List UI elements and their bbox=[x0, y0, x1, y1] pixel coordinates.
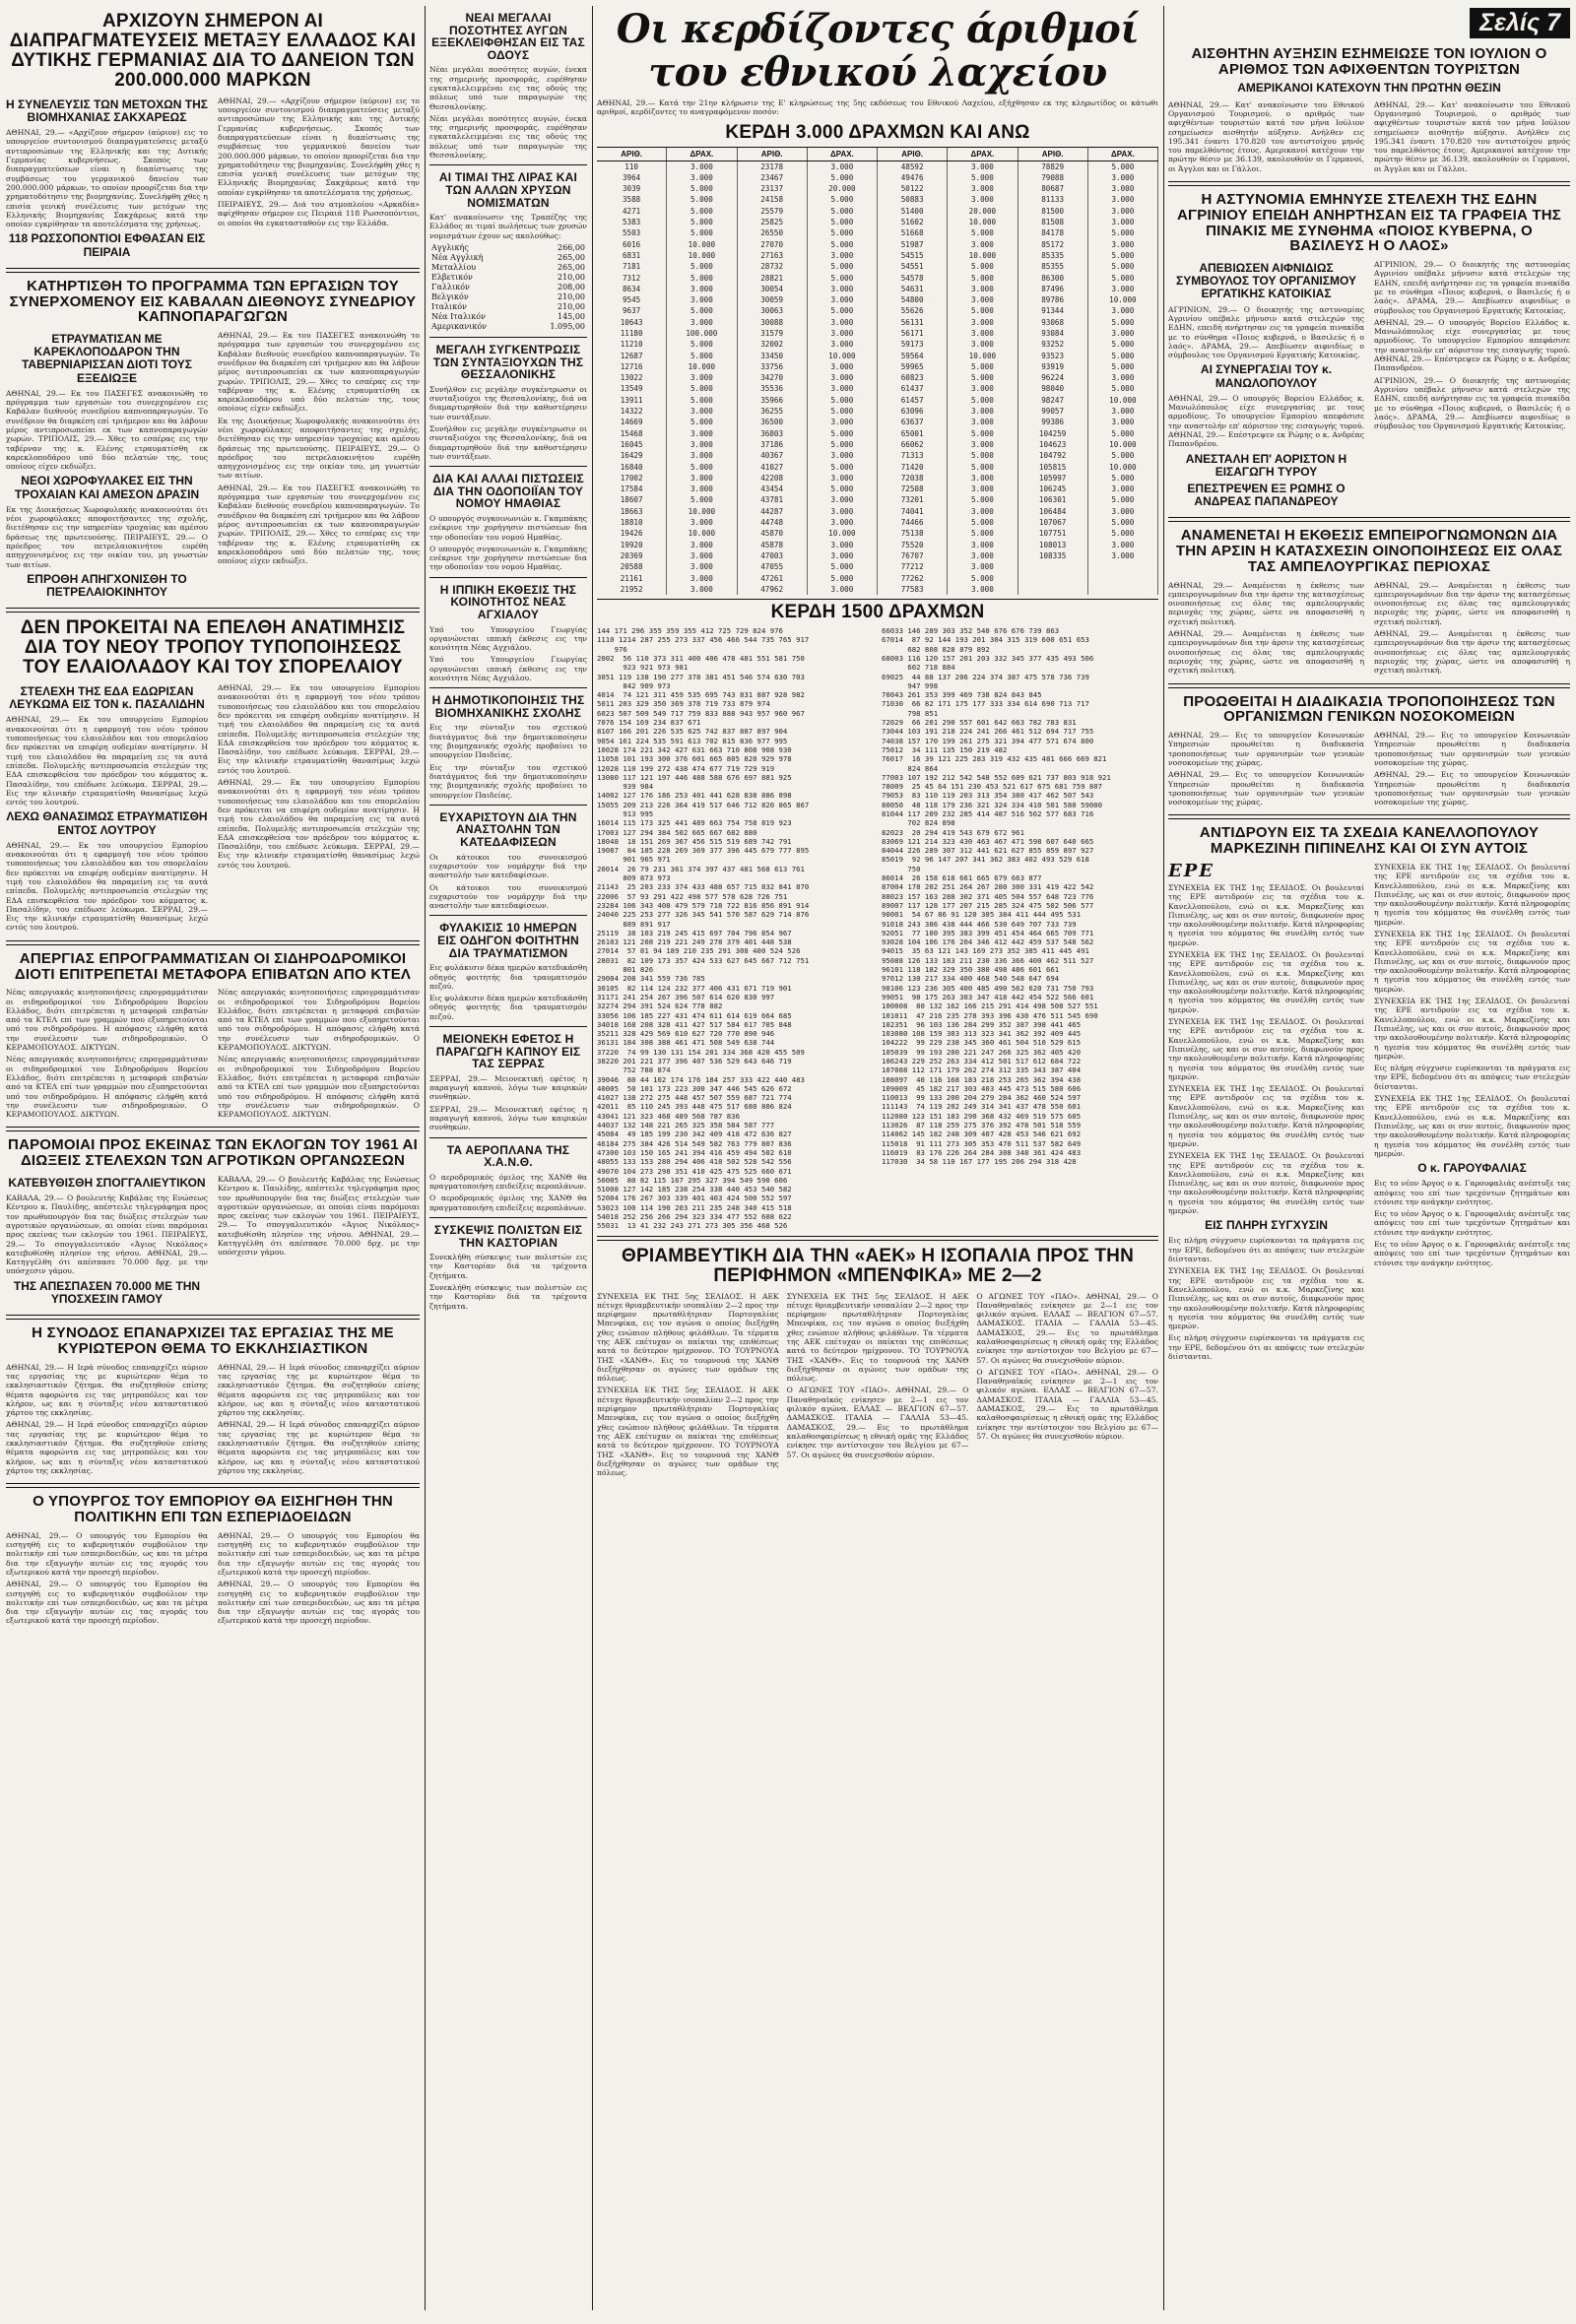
lottery-intro: ΑΘΗΝΑΙ, 29.— Κατά την 21ην κλήρωσιν της Ε' κληρώσεως της 5ης εκδόσεως του Εθνικού Λαχείου, εξήχθησαν εκ της κληρωτίδος οι κάτωθι αριθμοί, κερδίζοντες το αναγραφόμενον ποσόν: bbox=[597, 98, 1158, 117]
coin-price: 265,00 bbox=[558, 263, 585, 273]
lottery-column-header: ΔΡΑΧ. bbox=[1088, 148, 1158, 161]
article-text: Εις το νέον Άργος ο κ. Γαρουφαλιάς ανέπτυξε τας απόψεις του επί των τρεχόντων ζητημάτων και ετόνισε την ανάγκην ενότητος. bbox=[1374, 1240, 1570, 1267]
article-text: Ο υπουργός συγκοινωνιών κ. Γκαμπάκης ενέκρινε την χορήγησιν πιστώσεων δια την οδοποιΐαν του νομού Ημαθίας. bbox=[429, 513, 587, 542]
lottery-column-header: ΔΡΑΧ. bbox=[808, 148, 878, 161]
article-text: ΣΥΝΕΧΕΙΑ ΕΚ ΤΗΣ 5ης ΣΕΛΙΔΟΣ. Η ΑΕΚ πέτυχε θριαμβευτικήν ισοπαλίαν 2—2 προς την περίφημον πρωταθλήτριαν Πορτογαλίας Μπενφίκα, εις τον αγώνα ο οποίος διεξήχθη χθες ενώπιον πλήθους φιλάθλων. Τα τέρματα της ΑΕΚ επέτυχαν οι παίκται της επιθέσεως κατά το δεύτερον ημίχρονον. ΤΟ ΤΟΥΡΝΟΥΑ ΤΗΣ «ΧΑΝΘ». Εις το τουρνουά της ΧΑΝΘ διεξήχθησαν οι αγώνες των ομάδων της πόλεως. bbox=[786, 1291, 969, 1384]
article-text: ΣΥΝΕΧΕΙΑ ΕΚ ΤΗΣ 1ης ΣΕΛΙΔΟΣ. Οι βουλευταί της ΕΡΕ αντιδρούν εις τα σχέδια του κ. Κανελλοπούλου, ενώ οι κ.κ. Μαρκεζίνης και Πιπινέλης, ως και οι συν αυτοίς, διαφωνούν προς την ακολουθουμένην πολιτικήν. Κατά πληροφορίας η ηγεσία του κόμματος θα συνέλθη εντός των ημερών. bbox=[1168, 1151, 1364, 1215]
column-left bbox=[6, 6, 420, 1629]
article-text: ΑΘΗΝΑΙ, 29.— Εκ του υπουργείου Εμπορίου ανακοινούται ότι η εφαρμογή του νέου τρόπου τυποποιήσεως του ελαιολάδου και του σπορελαίου δεν πρόκειται να επιφέρη ουδεμίαν ανατίμησιν. Η τιμή του ελαιολάδου θα παραμείνη εις τα αυτά επίπεδα. Πολυμελής αντιπροσωπεία στελεχών της ΕΔΑ επισκεφθείσα τον πρόεδρον του κόμματος κ. Πασαλίδην, του επέδωσε λεύκωμα. ΣΕΡΡΑΙ, 29.— Εις την κλινικήν ετραυματίσθη θανασίμως λεχώ εντός του λουτρού. bbox=[6, 715, 208, 807]
coin-row bbox=[429, 243, 587, 253]
article-text: Οι κάτοικοι του συνοικισμού ευχαριστούν τον νομάρχην διά την αναστολήν των κατεδαφίσεων. bbox=[429, 882, 587, 911]
divider bbox=[429, 577, 587, 578]
headline: Η ΑΣΤΥΝΟΜΙΑ ΕΜΗΝΥΣΕ ΣΤΕΛΕΧΗ ΤΗΣ ΕΔΗΝ ΑΓΡΙΝΙΟΥ ΕΠΕΙΔΗ ΑΝΗΡΤΗΣΑΝ ΕΙΣ ΤΑ ΓΡΑΦΕΙΑ ΤΗΣ ΠΙΝΑΚΙΣ ΜΕ ΣΥΝΘΗΜΑ «ΠΟΙΟΣ ΚΥΒΕΡΝΑ, Ο ΒΑΣΙΛΕΥΣ Η Ο ΛΑΟΣ» bbox=[1176, 191, 1562, 255]
article-text: ΑΘΗΝΑΙ, 29.— Κατ' ανακοίνωσιν του Εθνικού Οργανισμού Τουρισμού, ο αριθμός των αφιχθέντων τουριστών κατά τον μήνα Ιούλιον εσημείωσεν αισθητήν αύξησιν. Ανήλθεν εις 195.341 έναντι 170.820 του αντιστοίχου μηνός του παρελθόντος έτους. Αμερικανοί κατέχουν την πρώτην θέσιν με 36.139, ακολουθούν οι Γερμανοί, οι Άγγλοι και οι Γάλλοι. bbox=[1168, 99, 1364, 173]
headline: ΣΥΣΚΕΨΙΣ ΠΟΛΙΣΤΩΝ ΕΙΣ ΤΗΝ ΚΑΣΤΟΡΙΑΝ bbox=[433, 1222, 583, 1250]
article-text: Κατ' ανακοίνωσιν της Τραπέζης της Ελλάδος αι τιμαί πωλήσεως των χρυσών νομισμάτων έχουν ως ακολούθως: bbox=[429, 213, 587, 240]
column-rule bbox=[425, 6, 426, 2310]
article-text: Νέας απεργιακάς κινητοποιήσεις επρογραμμάτισαν οι σιδηροδρομικοί του Σιδηροδρόμου Βορείου Ελλάδος, διότι επιτρέπεται η μεταφορά επιβατών από τα ΚΤΕΛ επί των γραμμών που εξυπηρετούνται υπό του σιδηροδρόμου. Η απόφασις ελήφθη κατά την συνέλευσιν των σιδηροδρομικών. Ο ΚΕΡΑΜΟΠΟΥΛΟΣ. ΔΙΚΤΥΩΝ. bbox=[6, 1055, 208, 1120]
page-number-badge: Σελίς 7 bbox=[1470, 8, 1570, 38]
article-text: Οι κάτοικοι του συνοικισμού ευχαριστούν τον νομάρχην διά την αναστολήν των κατεδαφίσεων. bbox=[429, 852, 587, 880]
column-narrow bbox=[429, 6, 587, 1314]
lottery-column-header: ΔΡΑΧ. bbox=[667, 148, 737, 161]
subheadline: ΤΗΣ ΑΠΕΣΠΑΣΕΝ 70.000 ΜΕ ΤΗΝ ΥΠΟΣΧΕΣΙΝ ΓΑΜΟΥ bbox=[13, 1278, 201, 1306]
coin-price: 208,00 bbox=[558, 283, 585, 292]
coin-price: 1.095,00 bbox=[550, 322, 585, 332]
article-text: ΑΘΗΝΑΙ, 29.— Εις το υπουργείον Κοινωνικών Υπηρεσιών προωθείται η διαδικασία τροποποιήσεως των οργανισμών των γενικών νοσοκομείων της χώρας. bbox=[1374, 731, 1570, 767]
article-text: Υπό του Υπουργείου Γεωργίας οργανώνεται ιππική έκθεσις εις την κοινότητα Νέας Αγχιάλου. bbox=[429, 655, 587, 682]
article-text: ΑΘΗΝΑΙ, 29.— Ο υπουργός Βορείου Ελλάδος κ. Μανωλόπουλος είχε συνεργασίας με τους αρμοδίους. Το υπουργείον Εμπορίου απεφάσισε την αναστολήν επ' αόριστον της εισαγωγής τυρού. ΑΘΗΝΑΙ, 29.— Επέστρεψεν εκ Ρώμης ο κ. Ανδρέας Παπανδρέου. bbox=[1374, 317, 1570, 373]
column-rule bbox=[1163, 6, 1164, 2310]
article-text: Εις την σύνταξιν του σχετικού διατάγματος διά την δημοτικοποίησιν της βιομηχανικής σχολής προβαίνει το υπουργείον Παιδείας. bbox=[429, 762, 587, 800]
lottery-table-header bbox=[597, 147, 1158, 161]
lottery-banner: Οι κερδίζοντες άριθμοί του εθνικού λαχείου bbox=[616, 6, 1140, 96]
article-text: Νέας απεργιακάς κινητοποιήσεις επρογραμμάτισαν οι σιδηροδρομικοί του Σιδηροδρόμου Βορείου Ελλάδος, διότι επιτρέπεται η μεταφορά επιβατών από τα ΚΤΕΛ επί των γραμμών που εξυπηρετούνται υπό του σιδηροδρόμου. Η απόφασις ελήφθη κατά την συνέλευσιν των σιδηροδρομικών. Ο ΚΕΡΑΜΟΠΟΥΛΟΣ. ΔΙΚΤΥΩΝ. bbox=[218, 988, 420, 1053]
lottery-number-column: 78829 79088 80687 81133 81500 81508 84178 85172 85335 85355 86300 87496 89786 91344 93068 93084 93252 93523 93919 96224 98040 98247 99057 99386 104259 104623 104792 105815 105997 106245 106301 106484 107067 107751 108013 108335 bbox=[1018, 161, 1088, 596]
headline: ΜΕΓΑΛΗ ΣΥΓΚΕΝΤΡΩΣΙΣ ΤΩΝ ΣΥΝΤΑΞΙΟΥΧΩΝ ΤΗΣ ΘΕΣΣΑΛΟΝΙΚΗΣ bbox=[432, 343, 584, 382]
article-text: ΑΘΗΝΑΙ, 29.— Η Ιερά σύνοδος επαναρχίζει αύριον τας εργασίας της με κυριώτερον θέμα το εκκλησιαστικόν ζήτημα. Θα συζητηθούν επίσης θέματα αφορώντα εις τας μητροπόλεις και τον κλήρον, ως και η σύνταξις νέου καταστατικού χάρτου της εκκλησίας. bbox=[6, 1362, 208, 1418]
coin-name: Γαλλικόν bbox=[431, 283, 470, 292]
divider bbox=[429, 1137, 587, 1138]
headline: ΘΡΙΑΜΒΕΥΤΙΚΗ ΔΙΑ ΤΗΝ «ΑΕΚ» Η ΙΣΟΠΑΛΙΑ ΠΡΟΣ ΤΗΝ ΠΕΡΙΦΗΜΟΝ «ΜΠΕΝΦΙΚΑ» ΜΕ 2—2 bbox=[622, 1245, 1134, 1286]
headline: ΑΡΧΙΖΟΥΝ ΣΗΜΕΡΟΝ ΑΙ ΔΙΑΠΡΑΓΜΑΤΕΥΣΕΙΣ ΜΕΤΑΞΥ ΕΛΛΑΔΟΣ ΚΑΙ ΔΥΤΙΚΗΣ ΓΕΡΜΑΝΙΑΣ ΔΙΑ ΤΟ ΔΑΝΕΙΟΝ ΤΩΝ 200.000.000 ΜΑΡΚΩΝ bbox=[9, 11, 417, 91]
divider bbox=[429, 466, 587, 467]
article-text: ΑΘΗΝΑΙ, 29.— Εκ του ΠΑΣΕΓΕΣ ανακοινώθη το πρόγραμμα των εργασιών του συνερχομένου εις Καβάλαν διεθνούς συνεδρίου καπνοπαραγωγών. Το συνέδριον θα διαρκέση επί τριήμερον και θα λάβουν μέρος αντιπροσωπείαι εκ των καπνοπαραγωγών χωρών. ΤΡΙΠΟΛΙΣ, 29.— Χθες το εσπέρας εις την ταβέρναν της κ. Ελένης ετραυματίσθη εκ καρεκλοποδάρου υπό δύο πελατών της, τους οποίους είχεν εκδιώξει. bbox=[218, 483, 420, 566]
article-text: ΑΘΗΝΑΙ, 29.— «Αρχίζουν σήμερον (αύριον) εις το υπουργείον συντονισμού διαπραγματεύσεις μεταξύ αντιπροσώπων της Ελληνικής και της Δυτικής Γερμανίας κυβερνήσεως. Σκοπός των διαπραγματεύσεων είναι η διαπίστωσις της συμβάσεως του γερμανικού δανείου των 200.000.000 μάρκων, το οποίον προορίζεται δια την χρηματοδότησιν της βιομηχανίας. Συνελήφθη χθες η επισία γενική συνέλευσις των μετόχων της Ελληνικής Βιομηχανίας Σακχάρεως κατά την οποίαν εγκρίθησαν τα αποτελέσματα της χρήσεως. bbox=[6, 128, 208, 229]
coin-row bbox=[429, 283, 587, 292]
article-text: ΠΕΙΡΑΙΕΥΣ, 29.— Διά του ατμοπλοίου «Αρκαδία» αφίχθησαν σήμερον εις Πειραιά 118 Ρωσσοπόντιοι, οι οποίοι θα εγκατασταθούν εις την Ελλάδα. bbox=[218, 200, 420, 227]
headline: Η ΔΗΜΟΤΙΚΟΠΟΙΗΣΙΣ ΤΗΣ ΒΙΟΜΗΧΑΝΙΚΗΣ ΣΧΟΛΗΣ bbox=[431, 693, 585, 720]
article-text: Εις την σύνταξιν του σχετικού διατάγματος διά την δημοτικοποίησιν της βιομηχανικής σχολής προβαίνει το υπουργείον Παιδείας. bbox=[429, 723, 587, 760]
headline: Η ΣΥΝΟΔΟΣ ΕΠΑΝΑΡΧΙΖΕΙ ΤΑΣ ΕΡΓΑΣΙΑΣ ΤΗΣ ΜΕ ΚΥΡΙΩΤΕΡΟΝ ΘΕΜΑ ΤΟ ΕΚΚΛΗΣΙΑΣΤΙΚΟΝ bbox=[32, 1324, 394, 1357]
coin-name: Βελγικόν bbox=[431, 292, 469, 302]
subheadline: Ο κ. ΓΑΡΟΥΦΑΛΙΑΣ bbox=[1417, 1161, 1527, 1176]
article-text: ΣΥΝΕΧΕΙΑ ΕΚ ΤΗΣ 1ης ΣΕΛΙΔΟΣ. Οι βουλευταί της ΕΡΕ αντιδρούν εις τα σχέδια του κ. Κανελλοπούλου, ενώ οι κ.κ. Μαρκεζίνης και Πιπινέλης, ως και οι συν αυτοίς, διαφωνούν προς την ακολουθουμένην πολιτικήν. Κατά πληροφορίας η ηγεσία του κόμματος θα συνέλθη εντός των ημερών. bbox=[1168, 1017, 1364, 1081]
coin-name: Νέα Αγγλική bbox=[431, 253, 484, 263]
divider bbox=[429, 337, 587, 338]
article-text: Ο υπουργός συγκοινωνιών κ. Γκαμπάκης ενέκρινε την χορήγησιν πιστώσεων δια την οδοποιΐαν του νομού Ημαθίας. bbox=[429, 544, 587, 572]
article-text: ΣΥΝΕΧΕΙΑ ΕΚ ΤΗΣ 1ης ΣΕΛΙΔΟΣ. Οι βουλευταί της ΕΡΕ αντιδρούν εις τα σχέδια του κ. Κανελλοπούλου, ενώ οι κ.κ. Μαρκεζίνης και Πιπινέλης, ως και οι συν αυτοίς, διαφωνούν προς την ακολουθουμένην πολιτικήν. Κατά πληροφορίας η ηγεσία του κόμματος θα συνέλθη εντός των ημερών. bbox=[1168, 1084, 1364, 1148]
headline: ΤΑ ΑΕΡΟΠΛΑΝΑ ΤΗΣ Χ.Α.Ν.Θ. bbox=[446, 1142, 570, 1170]
lottery-column-header: ΑΡΙΘ. bbox=[1018, 148, 1088, 161]
article-text: ΑΘΗΝΑΙ, 29.— «Αρχίζουν σήμερον (αύριον) εις το υπουργείον συντονισμού διαπραγματεύσεις μεταξύ αντιπροσώπων της Ελληνικής και της Δυτικής Γερμανίας κυβερνήσεως. Σκοπός των διαπραγματεύσεων είναι η διαπίστωσις της συμβάσεως του γερμανικού δανείου των 200.000.000 μάρκων, το οποίον προορίζεται δια την χρηματοδότησιν της βιομηχανίας. Συνελήφθη χθες η επισία γενική συνέλευσις των μετόχων της Ελληνικής Βιομηχανίας Σακχάρεως κατά την οποίαν εγκρίθησαν τα αποτελέσματα της χρήσεως. bbox=[218, 96, 420, 197]
coin-name: Μεταλλίου bbox=[431, 263, 477, 273]
article-text: Νέαι μεγάλαι ποσότητες αυγών, ένεκα της σημερινής προσφοράς, ευρέθησαν εγκαταλελειμμέναι εις τας οδούς της πόλεως υπό των παραγωγών της Θεσσαλονίκης. bbox=[429, 65, 587, 111]
article-text: Νέαι μεγάλαι ποσότητες αυγών, ένεκα της σημερινής προσφοράς, ευρέθησαν εγκαταλελειμμέναι εις τας οδούς της πόλεως υπό των παραγωγών της Θεσσαλονίκης. bbox=[429, 113, 587, 161]
subheadline: Η ΣΥΝΕΛΕΥΣΙΣ ΤΩΝ ΜΕΤΟΧΩΝ ΤΗΣ ΒΙΟΜΗΧΑΝΙΑΣ ΣΑΚΧΑΡΕΩΣ bbox=[6, 97, 208, 124]
article-text: ΣΥΝΕΧΕΙΑ ΕΚ ΤΗΣ 1ης ΣΕΛΙΔΟΣ. Οι βουλευταί της ΕΡΕ αντιδρούν εις τα σχέδια του κ. Κανελλοπούλου, ενώ οι κ.κ. Μαρκεζίνης και Πιπινέλης, ως και οι συν αυτοίς, διαφωνούν προς την ακολουθουμένην πολιτικήν. Κατά πληροφορίας η ηγεσία του κόμματος θα συνέλθη εντός των ημερών. bbox=[1168, 1266, 1364, 1331]
subheadline: ΛΕΧΩ ΘΑΝΑΣΙΜΩΣ ΕΤΡΑΥΜΑΤΙΣΘΗ ΕΝΤΟΣ ΛΟΥΤΡΟΥ bbox=[6, 809, 208, 837]
headline: ΠΑΡΟΜΟΙΑΙ ΠΡΟΣ ΕΚΕΙΝΑΣ ΤΩΝ ΕΚΛΟΓΩΝ ΤΟΥ 1961 ΑΙ ΔΙΩΞΕΙΣ ΣΤΕΛΕΧΩΝ ΤΩΝ ΑΓΡΟΤΙΚΩΝ ΟΡΓΑΝΩΣΕΩΝ bbox=[8, 1136, 418, 1170]
subheadline: ΕΙΣ ΠΛΗΡΗ ΣΥΓΧΥΣΙΝ bbox=[1205, 1218, 1328, 1233]
divider bbox=[1168, 181, 1570, 186]
headline: ΠΡΟΩΘΕΙΤΑΙ Η ΔΙΑΔΙΚΑΣΙΑ ΤΡΟΠΟΠΟΙΗΣΕΩΣ ΤΩΝ ΟΡΓΑΝΙΣΜΩΝ ΓΕΝΙΚΩΝ ΝΟΣΟΚΟΜΕΙΩΝ bbox=[1183, 692, 1555, 726]
article-text: ΑΘΗΝΑΙ, 29.— Κατ' ανακοίνωσιν του Εθνικού Οργανισμού Τουρισμού, ο αριθμός των αφιχθέντων τουριστών κατά τον μήνα Ιούλιον εσημείωσεν αισθητήν αύξησιν. Ανήλθεν εις 195.341 έναντι 170.820 του αντιστοίχου μηνός του παρελθόντος έτους. Αμερικανοί κατέχουν την πρώτην θέσιν με 36.139, ακολουθούν οι Γερμανοί, οι Άγγλοι και οι Γάλλοι. bbox=[1374, 99, 1570, 173]
headline: ΑΝΑΜΕΝΕΤΑΙ Η ΕΚΘΕΣΙΣ ΕΜΠΕΙΡΟΓΝΩΜΟΝΩΝ ΔΙΑ ΤΗΝ ΑΡΣΙΝ Η ΚΑΤΑΣΧΕΣΙΝ ΟΙΝΟΠΟΙΗΣΕΩΣ ΕΙΣ ΟΛΑΣ ΤΑΣ ΑΜΠΕΛΟΥΡΓΙΚΑΣ ΠΕΡΙΟΧΑΣ bbox=[1175, 527, 1563, 575]
article-text: Συνήλθον εις μεγάλην συγκέντρωσιν οι συνταξιούχοι της Θεσσαλονίκης, διά να διαμαρτυρηθούν διά την καθυστέρησιν των συντάξεων. bbox=[429, 423, 587, 461]
lottery-heading: ΚΕΡΔΗ 1500 ΔΡΑΧΜΩΝ bbox=[597, 599, 1158, 622]
article-text: ΣΥΝΕΧΕΙΑ ΕΚ ΤΗΣ 1ης ΣΕΛΙΔΟΣ. Οι βουλευταί της ΕΡΕ αντιδρούν εις τα σχέδια του κ. Κανελλοπούλου, ενώ οι κ.κ. Μαρκεζίνης και Πιπινέλης, ως και οι συν αυτοίς, διαφωνούν προς την ακολουθουμένην πολιτικήν. Κατά πληροφορίας η ηγεσία του κόμματος θα συνέλθη εντός των ημερών. bbox=[1374, 1094, 1570, 1158]
divider bbox=[6, 268, 420, 273]
lottery-amount-column: 3.000 5.000 20.000 5.000 5.000 5.000 5.000 5.000 3.000 5.000 5.000 3.000 3.000 5.000 3.000 3.000 3.000 10.000 3.000 3.000 3.000 5.000 5.000 3.000 5.000 5.000 3.000 5.000 3.000 5.000 3.000 3.000 3.000 10.000 3.000 3.000 5.000 5.000 3.000 bbox=[808, 161, 878, 596]
subheadline: ΑΙ ΣΥΝΕΡΓΑΣΙΑΙ ΤΟΥ κ. ΜΑΝΩΛΟΠΟΥΛΟΥ bbox=[1200, 362, 1333, 390]
article-text: ΣΥΝΕΧΕΙΑ ΕΚ ΤΗΣ 1ης ΣΕΛΙΔΟΣ. Οι βουλευταί της ΕΡΕ αντιδρούν εις τα σχέδια του κ. Κανελλοπούλου, ενώ οι κ.κ. Μαρκεζίνης και Πιπινέλης, ως και οι συν αυτοίς, διαφωνούν προς την ακολουθουμένην πολιτικήν. Κατά πληροφορίας η ηγεσία του κόμματος θα συνέλθη εντός των ημερών. bbox=[1168, 882, 1364, 947]
headline: ΑΙΣΘΗΤΗΝ ΑΥΞΗΣΙΝ ΕΣΗΜΕΙΩΣΕ ΤΟΝ ΙΟΥΛΙΟΝ Ο ΑΡΙΘΜΟΣ ΤΩΝ ΑΦΙΧΘΕΝΤΩΝ ΤΟΥΡΙΣΤΩΝ bbox=[1191, 45, 1547, 78]
subheadline: ΕΤΡΑΥΜΑΤΙΣΑΝ ΜΕ ΚΑΡΕΚΛΟΠΟΔΑΡΟΝ ΤΗΝ ΤΑΒΕΡΝΙΑΡΙΣΣΑΝ ΔΙΟΤΙ ΤΟΥΣ ΕΞΕΔΙΩΞΕ bbox=[21, 332, 192, 385]
subheadline: ΕΠΡΟΘΗ ΑΠΗΓΧΟΝΙΣΘΗ ΤΟ ΠΕΤΡΕΛΑΙΟΚΙΝΗΤΟΥ bbox=[27, 571, 187, 600]
subheadline: ΚΑΤΕΒΥΘΙΣΘΗ ΣΠΟΓΓΑΛΙΕΥΤΙΚΟΝ bbox=[8, 1175, 206, 1190]
party-logo: ΕΡΕ bbox=[1168, 860, 1215, 881]
article-text: ΑΘΗΝΑΙ, 29.— Αναμένεται η έκθεσις των εμπειρογνωμόνων δια την άρσιν της κατασχέσεως οινοποιήσεως εις όλας τας αμπελουργικάς περιοχάς της χώρας, ώστε να αποφασισθή η σχετική πολιτική. bbox=[1374, 629, 1570, 676]
article-text: ΑΘΗΝΑΙ, 29.— Εκ του ΠΑΣΕΓΕΣ ανακοινώθη το πρόγραμμα των εργασιών του συνερχομένου εις Καβάλαν διεθνούς συνεδρίου καπνοπαραγωγών. Το συνέδριον θα διαρκέση επί τριήμερον και θα λάβουν μέρος αντιπροσωπείαι εκ των καπνοπαραγωγών χωρών. ΤΡΙΠΟΛΙΣ, 29.— Χθες το εσπέρας εις την ταβέρναν της κ. Ελένης ετραυματίσθη εκ καρεκλοποδάρου υπό δύο πελατών της, τους οποίους είχεν εκδιώξει. bbox=[6, 388, 208, 472]
article-text: ΑΘΗΝΑΙ, 29.— Ο υπουργός του Εμπορίου θα εισηγηθή εις το κυβερνητικόν συμβούλιον την πολιτικήν επί των εσπεριδοειδών, ως και τα μέτρα δια την εξαγωγήν αυτών εις τας αγοράς του εξωτερικού κατά την προσεχή περίοδον. bbox=[6, 1580, 208, 1626]
headline: ΜΕΙΟΝΕΚΗ ΕΦΕΤΟΣ Η ΠΑΡΑΓΩΓΗ ΚΑΠΝΟΥ ΕΙΣ ΤΑΣ ΣΕΡΡΑΣ bbox=[435, 1031, 581, 1071]
article-text: ΑΘΗΝΑΙ, 29.— Ο υπουργός του Εμπορίου θα εισηγηθή εις το κυβερνητικόν συμβούλιον την πολιτικήν επί των εσπεριδοειδών, ως και τα μέτρα δια την εξαγωγήν αυτών εις τας αγοράς του εξωτερικού κατά την προσεχή περίοδον. bbox=[218, 1530, 420, 1577]
number-list: 144 171 296 355 359 355 412 725 729 824 976 1110 1214 287 255 273 337 456 466 544 735 765 917 976 2002 56 110 373 311 400 406 478 481 551 581 750 923 921 973 981 3051 119 138 190 277 378 381 451 546 574 630 703 842 909 973 4014 74 121 311 459 535 695 743 831 887 928 982 5011 203 329 350 369 378 719 733 879 974 6023 507 509 549 717 759 833 888 943 957 960 967 7076 154 169 234 837 671 8107 166 201 226 535 625 742 837 887 897 904 9054 161 224 535 591 613 702 815 836 977 995 10028 174 221 342 427 631 663 710 808 908 930 11058 101 193 300 376 601 665 805 820 929 978 12028 110 199 272 438 474 677 719 729 919 13080 117 121 197 446 488 588 676 697 881 925 939 984 14002 127 176 186 253 401 441 628 838 886 898 15055 209 213 226 364 419 517 646 712 820 865 867 913 995 16014 115 173 325 441 489 663 754 758 819 923 17003 127 294 384 502 665 667 682 880 18048 18 151 269 367 456 515 519 689 742 791 19087 84 185 228 269 369 377 396 445 679 777 895 901 965 971 20014 26 79 231 361 374 397 437 481 568 613 761 809 873 973 21143 25 203 233 374 433 488 657 715 832 841 870 22006 57 93 291 422 498 577 578 628 726 751 23284 106 343 408 479 579 718 722 816 856 891 914 24040 225 253 277 326 345 541 570 587 629 714 876 889 891 917 25119 38 103 219 245 415 697 704 796 854 967 26103 121 208 219 221 249 278 379 401 448 538 27014 57 81 94 189 210 235 291 308 400 524 526 28031 82 109 173 357 424 533 627 645 667 712 751 801 826 29004 208 341 559 736 785 30105 82 114 124 232 377 406 431 671 719 901 31171 241 254 267 396 507 614 620 830 997 32274 294 391 524 624 778 882 33056 106 185 227 431 474 611 614 619 664 685 34018 168 208 328 411 427 517 584 617 705 848 35211 328 429 569 610 627 720 770 890 946 36131 184 308 388 461 471 508 549 638 744 37220 74 99 130 131 154 201 334 368 420 455 509 38220 201 221 377 396 407 536 529 643 646 719 752 788 874 39046 80 44 102 174 176 184 257 333 422 440 483 40005 50 101 173 223 300 347 446 545 626 672 41027 138 272 275 448 457 507 559 687 721 774 42011 85 110 245 393 448 475 517 680 806 824 43041 121 323 468 489 568 787 836 44037 132 148 221 265 325 358 584 587 777 45084 49 185 199 230 342 409 418 472 636 827 46184 275 384 426 514 549 582 763 779 807 836 47300 103 150 165 241 394 416 459 494 502 610 48055 133 153 280 294 406 418 502 528 542 556 49070 104 273 298 351 410 425 475 525 660 671 50005 80 82 115 167 295 327 394 549 590 606 51008 127 142 185 238 254 338 440 453 540 582 52004 176 267 303 339 401 403 424 500 552 597 53023 100 114 190 203 211 235 248 340 415 518 54018 252 256 266 294 323 334 477 552 608 622 55031 13 41 232 243 271 273 305 356 468 526 bbox=[597, 626, 810, 1231]
article-text: Εις φυλάκισιν δέκα ημερών κατεδικάσθη οδηγός φοιτητής δια τραυματισμόν πεζού. bbox=[429, 963, 587, 991]
coin-row bbox=[429, 253, 587, 263]
headline: ΝΕΑΙ ΜΕΓΑΛΑΙ ΠΟΣΟΤΗΤΕΣ ΑΥΓΩΝ ΕΞΕΚΛΕΙΦΘΗΣΑΝ ΕΙΣ ΤΑΣ ΟΔΟΥΣ bbox=[431, 11, 585, 62]
article-text: ΣΕΡΡΑΙ, 29.— Μειονεκτική εφέτος η παραγωγή καπνού, λόγω των καιρικών συνθηκών. bbox=[429, 1104, 587, 1132]
divider bbox=[429, 1026, 587, 1027]
coin-row bbox=[429, 292, 587, 302]
headline: Η ΙΠΠΙΚΗ ΕΚΘΕΣΙΣ ΤΗΣ ΚΟΙΝΟΤΗΤΟΣ ΝΕΑΣ ΑΓΧΙΑΛΟΥ bbox=[439, 582, 577, 621]
coin-row bbox=[429, 263, 587, 273]
article-text: ΑΘΗΝΑΙ, 29.— Εκ του ΠΑΣΕΓΕΣ ανακοινώθη το πρόγραμμα των εργασιών του συνερχομένου εις Καβάλαν διεθνούς συνεδρίου καπνοπαραγωγών. Το συνέδριον θα διαρκέση επί τριήμερον και θα λάβουν μέρος αντιπροσωπείαι εκ των καπνοπαραγωγών χωρών. ΤΡΙΠΟΛΙΣ, 29.— Χθες το εσπέρας εις την ταβέρναν της κ. Ελένης ετραυματίσθη εκ καρεκλοποδάρου υπό δύο πελατών της, τους οποίους είχεν εκδιώξει. bbox=[218, 331, 420, 414]
divider bbox=[429, 1217, 587, 1218]
article-text: ΑΘΗΝΑΙ, 29.— Εκ του υπουργείου Εμπορίου ανακοινούται ότι η εφαρμογή του νέου τρόπου τυποποιήσεως του ελαιολάδου και του σπορελαίου δεν πρόκειται να επιφέρη ουδεμίαν ανατίμησιν. Η τιμή του ελαιολάδου θα παραμείνη εις τα αυτά επίπεδα. Πολυμελής αντιπροσωπεία στελεχών της ΕΔΑ επισκεφθείσα τον πρόεδρον του κόμματος κ. Πασαλίδην, του επέδωσε λεύκωμα. ΣΕΡΡΑΙ, 29.— Εις την κλινικήν ετραυματίσθη θανασίμως λεχώ εντός του λουτρού. bbox=[218, 683, 420, 775]
coin-price: 266,00 bbox=[558, 243, 585, 253]
divider bbox=[429, 687, 587, 688]
subheadline: ΕΠΕΣΤΡΕΨΕΝ ΕΞ ΡΩΜΗΣ Ο ΑΝΔΡΕΑΣ ΠΑΠΑΝΔΡΕΟΥ bbox=[1187, 481, 1346, 509]
divider bbox=[1168, 517, 1570, 522]
article-text: Εκ της Διοικήσεως Χωροφυλακής ανακοινούται ότι νέοι χωροφύλακες αποφοιτήσαντες της σχολής, διετέθησαν εις την υπηρεσίαν τροχαίας και αμέσου δράσεως της πρωτευούσης. ΠΕΙΡΑΙΕΥΣ, 29.— Ο πρόεδρος του πετρελαιοκινήτου ευρέθη απηγχονισμένος εις την οικίαν του, μη γνωστών των αιτίων. bbox=[218, 416, 420, 481]
coin-name: Αγγλικής bbox=[431, 243, 469, 253]
article-text: Νέας απεργιακάς κινητοποιήσεις επρογραμμάτισαν οι σιδηροδρομικοί του Σιδηροδρόμου Βορείου Ελλάδος, διότι επιτρέπεται η μεταφορά επιβατών από τα ΚΤΕΛ επί των γραμμών που εξυπηρετούνται υπό του σιδηροδρόμου. Η απόφασις ελήφθη κατά την συνέλευσιν των σιδηροδρομικών. Ο ΚΕΡΑΜΟΠΟΥΛΟΣ. ΔΙΚΤΥΩΝ. bbox=[218, 1055, 420, 1120]
article-text: Ο ΑΓΩΝΕΣ ΤΟΥ «ΠΑΟ». ΑΘΗΝΑΙ, 29.— Ο Παναθηναϊκός ενίκησεν με 2—1 εις τον φιλικόν αγώνα. ΕΛΛΑΣ — ΒΕΛΓΙΟΝ 67—57. ΔΑΜΑΣΚΟΣ. ΙΤΑΛΙΑ — ΓΑΛΛΙΑ 53—45. ΔΑΜΑΣΚΟΣ, 29.— Εις το πρωτάθλημα καλαθοσφαιρίσεως η εθνική ομάς της Ελλάδος ενίκησε την αντίστοιχον του Βελγίου με 67—57. Οι αγώνες θα συνεχισθούν αύριον. bbox=[976, 1291, 1159, 1365]
article-text: ΑΓΡΙΝΙΟΝ, 29.— Ο διοικητής της αστυνομίας Αγρινίου υπέβαλε μήνυσιν κατά στελεχών της ΕΔΗΝ, επειδή ανήρτησαν εις τα γραφεία πινακίδα με το σύνθημα «Ποιος κυβερνά, ο Βασιλεύς ή ο λαός». ΔΡΑΜΑ, 29.— Απεβίωσεν αιφνιδίως ο σύμβουλος του Οργανισμού Εργατικής Κατοικίας. bbox=[1374, 375, 1570, 431]
headline: ΚΑΤΗΡΤΙΣΘΗ ΤΟ ΠΡΟΓΡΑΜΜΑ ΤΩΝ ΕΡΓΑΣΙΩΝ ΤΟΥ ΣΥΝΕΡΧΟΜΕΝΟΥ ΕΙΣ ΚΑΒΑΛΑΝ ΔΙΕΘΝΟΥΣ ΣΥΝΕΔΡΙΟΥ ΚΑΠΝΟΠΑΡΑΓΩΓΩΝ bbox=[9, 277, 417, 326]
subheadline: ΑΝΕΣΤΑΛΗ ΕΠ' ΑΟΡΙΣΤΟΝ Η ΕΙΣΑΓΩΓΗ ΤΥΡΟΥ bbox=[1185, 451, 1347, 479]
article-text: Εις φυλάκισιν δέκα ημερών κατεδικάσθη οδηγός φοιτητής δια τραυματισμόν πεζού. bbox=[429, 994, 587, 1021]
article-text: ΑΘΗΝΑΙ, 29.— Αναμένεται η έκθεσις των εμπειρογνωμόνων δια την άρσιν της κατασχέσεως οινοποιήσεως εις όλας τας αμπελουργικάς περιοχάς της χώρας, ώστε να αποφασισθή η σχετική πολιτική. bbox=[1168, 629, 1364, 676]
divider bbox=[6, 1483, 420, 1488]
lottery-number-column: 48592 49476 50122 50883 51400 51602 51668 51987 54515 54551 54578 54631 54800 55626 56131 56171 59173 59564 59965 60823 61437 61457 63096 63637 65001 66062 71313 71420 72038 72508 73201 74041 74466 75138 75520 76707 77212 77262 77583 bbox=[878, 161, 948, 596]
article-text: ΑΘΗΝΑΙ, 29.— Εκ του υπουργείου Εμπορίου ανακοινούται ότι η εφαρμογή του νέου τρόπου τυποποιήσεως του ελαιολάδου και του σπορελαίου δεν πρόκειται να επιφέρη ουδεμίαν ανατίμησιν. Η τιμή του ελαιολάδου θα παραμείνη εις τα αυτά επίπεδα. Πολυμελής αντιπροσωπεία στελεχών της ΕΔΑ επισκεφθείσα τον πρόεδρον του κόμματος κ. Πασαλίδην, του επέδωσε λεύκωμα. ΣΕΡΡΑΙ, 29.— Εις την κλινικήν ετραυματίσθη θανασίμως λεχώ εντός του λουτρού. bbox=[6, 840, 208, 933]
lottery-number-column: 23178 23467 23137 24158 25579 25825 26550 27070 27163 28732 28821 30054 30059 30063 30088 31579 32002 33450 33756 34270 35536 35966 36255 36500 36803 37186 40367 41027 42208 43454 43781 44287 44748 45870 45878 47003 47055 47261 47962 bbox=[738, 161, 808, 596]
divider bbox=[429, 805, 587, 806]
headline: ΕΥΧΑΡΙΣΤΟΥΝ ΔΙΑ ΤΗΝ ΑΝΑΣΤΟΛΗΝ ΤΩΝ ΚΑΤΕΔΑΦΙΣΕΩΝ bbox=[439, 809, 577, 850]
headline: ΦΥΛΑΚΙΣΙΣ 10 ΗΜΕΡΩΝ ΕΙΣ ΟΔΗΓΟΝ ΦΟΙΤΗΤΗΝ ΔΙΑ ΤΡΑΥΜΑΤΙΣΜΟΝ bbox=[437, 921, 579, 960]
coin-price: 145,00 bbox=[558, 312, 585, 322]
subheadline: 118 ΡΩΣΣΟΠΟΝΤΙΟΙ ΕΦΘΑΣΑΝ ΕΙΣ ΠΕΙΡΑΙΑ bbox=[8, 231, 206, 259]
article-text: ΑΘΗΝΑΙ, 29.— Εις το υπουργείον Κοινωνικών Υπηρεσιών προωθείται η διαδικασία τροποποιήσεως των οργανισμών των γενικών νοσοκομείων της χώρας. bbox=[1168, 770, 1364, 807]
lottery-table bbox=[597, 161, 1158, 596]
article-text: Υπό του Υπουργείου Γεωργίας οργανώνεται ιππική έκθεσις εις την κοινότητα Νέας Αγχιάλου. bbox=[429, 624, 587, 653]
article-text: ΣΕΡΡΑΙ, 29.— Μειονεκτική εφέτος η παραγωγή καπνού, λόγω των καιρικών συνθηκών. bbox=[429, 1073, 587, 1102]
coin-price-table bbox=[429, 243, 587, 332]
divider bbox=[6, 608, 420, 613]
divider bbox=[6, 940, 420, 945]
article-text: ΑΘΗΝΑΙ, 29.— Ο υπουργός του Εμπορίου θα εισηγηθή εις το κυβερνητικόν συμβούλιον την πολιτικήν επί των εσπεριδοειδών, ως και τα μέτρα δια την εξαγωγήν αυτών εις τας αγοράς του εξωτερικού κατά την προσεχή περίοδον. bbox=[218, 1580, 420, 1626]
divider bbox=[6, 1127, 420, 1131]
divider bbox=[6, 1315, 420, 1320]
coin-row bbox=[429, 302, 587, 312]
coin-row bbox=[429, 312, 587, 322]
lottery-amount-column: 3.000 5.000 3.000 3.000 20.000 10.000 5.000 3.000 10.000 5.000 5.000 3.000 3.000 5.000 3.000 3.000 3.000 10.000 5.000 5.000 3.000 5.000 3.000 3.000 5.000 3.000 5.000 5.000 3.000 3.000 5.000 3.000 5.000 5.000 3.000 3.000 3.000 5.000 3.000 bbox=[948, 161, 1018, 596]
article-text: ΑΘΗΝΑΙ, 29.— Εις το υπουργείον Κοινωνικών Υπηρεσιών προωθείται η διαδικασία τροποποιήσεως των οργανισμών των γενικών νοσοκομείων της χώρας. bbox=[1374, 770, 1570, 807]
lottery-column-header: ΑΡΙΘ. bbox=[738, 148, 808, 161]
coin-name: Αμερικανικόν bbox=[431, 322, 488, 332]
number-list: 66033 146 289 303 352 540 676 676 739 863 67014 87 92 144 193 201 304 315 319 600 651 653 682 808 828 879 892 68003 116 120 157 201 203 332 345 377 435 493 506 602 718 884 69025 44 88 137 206 224 374 387 475 578 736 739 947 998 70043 261 353 399 469 738 824 843 845 71030 66 82 171 175 177 333 334 614 690 713 717 798 851 72029 66 201 290 557 601 642 663 782 783 831 73044 103 191 218 224 241 266 461 512 694 717 755 74038 157 170 199 261 275 321 394 477 571 674 800 75012 34 111 135 150 219 482 76017 16 39 121 225 283 319 432 435 481 666 669 821 824 864 77003 107 192 212 542 548 552 609 621 737 803 918 921 78009 25 45 64 151 230 453 521 617 675 681 759 807 79053 83 110 119 203 313 354 380 417 462 507 543 80050 48 118 179 236 321 324 334 410 501 580 59000 81044 117 209 232 285 414 487 516 562 577 683 716 702 824 898 82023 20 294 419 543 679 672 961 83069 121 214 323 430 463 467 471 598 607 640 665 84044 226 289 307 312 441 621 627 855 859 897 927 85019 92 96 147 207 341 362 383 402 493 529 618 750 86014 26 158 618 661 665 679 663 877 87004 178 202 251 264 267 280 300 331 419 422 542 88023 157 163 288 302 371 405 504 557 648 723 776 89007 117 128 177 207 215 285 324 475 502 506 577 90001 54 67 86 91 120 305 384 411 444 495 531 91018 243 386 438 444 466 530 649 707 733 739 92051 77 100 395 383 399 451 454 464 665 709 771 93028 104 106 176 204 346 412 442 459 537 548 562 94015 35 63 121 143 169 273 352 385 411 445 491 95088 126 133 183 211 230 336 366 400 462 511 527 96101 118 182 329 350 380 498 486 601 661 97012 130 217 334 400 468 540 548 647 694 98106 123 236 305 400 485 490 562 620 731 750 793 99051 98 175 263 303 347 418 442 454 522 566 601 100008 80 132 162 166 215 291 414 498 508 527 551 101011 47 216 235 278 393 396 430 476 511 545 690 102351 96 103 136 284 299 352 387 398 441 465 103080 108 159 303 313 323 341 362 392 409 445 104222 99 229 238 345 360 461 504 510 529 615 105039 99 193 200 221 247 266 325 362 405 420 106243 229 252 263 334 412 501 517 612 684 722 107088 112 171 179 262 274 312 335 343 387 404 108097 40 116 168 183 218 253 265 362 394 438 109009 45 182 217 303 403 445 473 515 580 606 110013 99 133 200 204 279 284 362 460 524 597 111143 74 119 202 249 314 341 437 478 550 601 112080 123 151 183 290 368 432 469 519 575 605 113026 87 118 259 275 376 392 478 501 518 559 114062 145 182 248 309 407 428 453 546 621 692 115018 91 111 273 305 353 470 511 537 582 649 116019 83 176 226 264 284 308 348 361 424 483 117030 34 58 110 167 177 195 206 294 318 428 bbox=[882, 626, 1111, 1167]
headline: ΑΠΕΡΓΙΑΣ ΕΠΡΟΓΡΑΜΜΑΤΙΣΑΝ ΟΙ ΣΙΔΗΡΟΔΡΟΜΙΚΟΙ ΔΙΟΤΙ ΕΠΙΤΡΕΠΕΤΑΙ ΜΕΤΑΦΟΡΑ ΕΠΙΒΑΤΩΝ ΑΠΟ ΚΤΕΛ bbox=[14, 949, 412, 983]
headline: ΑΙ ΤΙΜΑΙ ΤΗΣ ΛΙΡΑΣ ΚΑΙ ΤΩΝ ΑΛΛΩΝ ΧΡΥΣΩΝ ΝΟΜΙΣΜΑΤΩΝ bbox=[438, 170, 578, 210]
coin-price: 210,00 bbox=[558, 302, 585, 312]
coin-price: 210,00 bbox=[558, 273, 585, 283]
article-text: ΑΘΗΝΑΙ, 29.— Ο υπουργός Βορείου Ελλάδος κ. Μανωλόπουλος είχε συνεργασίας με τους αρμοδίους. Το υπουργείον Εμπορίου απεφάσισε την αναστολήν επ' αόριστον της εισαγωγής τυρού. ΑΘΗΝΑΙ, 29.— Επέστρεψεν εκ Ρώμης ο κ. Ανδρέας Παπανδρέου. bbox=[1168, 393, 1364, 449]
divider bbox=[429, 915, 587, 916]
article-text: Εκ της Διοικήσεως Χωροφυλακής ανακοινούται ότι νέοι χωροφύλακες αποφοιτήσαντες της σχολής, διετέθησαν εις την υπηρεσίαν τροχαίας και αμέσου δράσεως της πρωτευούσης. ΠΕΙΡΑΙΕΥΣ, 29.— Ο πρόεδρος του πετρελαιοκινήτου ευρέθη απηγχονισμένος εις την οικίαν του, μη γνωστών των αιτίων. bbox=[6, 504, 208, 569]
lottery-column-header: ΔΡΑΧ. bbox=[948, 148, 1018, 161]
divider bbox=[429, 164, 587, 165]
coin-price: 265,00 bbox=[558, 253, 585, 263]
article-text: Εις το νέον Άργος ο κ. Γαρουφαλιάς ανέπτυξε τας απόψεις του επί των τρεχόντων ζητημάτων και ετόνισε την ανάγκην ενότητος. bbox=[1374, 1209, 1570, 1237]
article-text: ΣΥΝΕΧΕΙΑ ΕΚ ΤΗΣ 5ης ΣΕΛΙΔΟΣ. Η ΑΕΚ πέτυχε θριαμβευτικήν ισοπαλίαν 2—2 προς την περίφημον πρωταθλήτριαν Πορτογαλίας Μπενφίκα, εις τον αγώνα ο οποίος διεξήχθη χθες ενώπιον πλήθους φιλάθλων. Τα τέρματα της ΑΕΚ επέτυχαν οι παίκται της επιθέσεως κατά το δεύτερον ημίχρονον. ΤΟ ΤΟΥΡΝΟΥΑ ΤΗΣ «ΧΑΝΘ». Εις το τουρνουά της ΧΑΝΘ διεξήχθησαν οι αγώνες των ομάδων της πόλεως. bbox=[597, 1291, 779, 1384]
article-text: ΣΥΝΕΧΕΙΑ ΕΚ ΤΗΣ 1ης ΣΕΛΙΔΟΣ. Οι βουλευταί της ΕΡΕ αντιδρούν εις τα σχέδια του κ. Κανελλοπούλου, ενώ οι κ.κ. Μαρκεζίνης και Πιπινέλης, ως και οι συν αυτοίς, διαφωνούν προς την ακολουθουμένην πολιτικήν. Κατά πληροφορίας η ηγεσία του κόμματος θα συνέλθη εντός των ημερών. bbox=[1374, 997, 1570, 1061]
divider bbox=[1168, 814, 1570, 819]
coin-name: Νέα Ιταλικόν bbox=[431, 312, 486, 322]
article-text: ΚΑΒΑΛΑ, 29.— Ο βουλευτής Καβάλας της Ενώσεως Κέντρου κ. Παυλίδης, απέστειλε τηλεγράφημα προς τον πρωθυπουργόν δια τας διώξεις στελεχών των αγροτικών οργανώσεων, αι οποίαι είναι παρόμοιαι προς εκείνας των εκλογών του 1961. ΠΕΙΡΑΙΕΥΣ, 29.— Το σπογγαλιευτικόν «Άγιος Νικόλαος» κατεβυθίσθη πλησίον της νήσου. ΑΘΗΝΑΙ, 29.— Κατηγγέλθη ότι απέσπασε 70.000 δρχ. με την υπόσχεσιν γάμου. bbox=[6, 1194, 208, 1276]
newspaper-page bbox=[6, 6, 1570, 2310]
article-text: Εις πλήρη σύγχυσιν ευρίσκονται τα πράγματα εις την ΕΡΕ, δεδομένου ότι αι απόψεις των στελεχών διίστανται. bbox=[1168, 1333, 1364, 1362]
subheadline: ΝΕΟΙ ΧΩΡΟΦΥΛΑΚΕΣ ΕΙΣ ΤΗΝ ΤΡΟΧΑΙΑΝ ΚΑΙ ΑΜΕΣΟΝ ΔΡΑΣΙΝ bbox=[14, 474, 200, 501]
article-text: Ο ΑΓΩΝΕΣ ΤΟΥ «ΠΑΟ». ΑΘΗΝΑΙ, 29.— Ο Παναθηναϊκός ενίκησεν με 2—1 εις τον φιλικόν αγώνα. ΕΛΛΑΣ — ΒΕΛΓΙΟΝ 67—57. ΔΑΜΑΣΚΟΣ. ΙΤΑΛΙΑ — ΓΑΛΛΙΑ 53—45. ΔΑΜΑΣΚΟΣ, 29.— Εις το πρωτάθλημα καλαθοσφαιρίσεως η εθνική ομάς της Ελλάδος ενίκησε την αντίστοιχον του Βελγίου με 67—57. Οι αγώνες θα συνεχισθούν αύριον. bbox=[976, 1367, 1159, 1441]
lottery-heading: ΚΕΡΔΗ 3.000 ΔΡΑΧΜΩΝ ΚΑΙ ΑΝΩ bbox=[725, 121, 1030, 143]
divider bbox=[1168, 683, 1570, 688]
article-text: ΑΘΗΝΑΙ, 29.— Αναμένεται η έκθεσις των εμπειρογνωμόνων δια την άρσιν της κατασχέσεως οινοποιήσεως εις όλας τας αμπελουργικάς περιοχάς της χώρας, ώστε να αποφασισθή η σχετική πολιτική. bbox=[1168, 580, 1364, 626]
article-text: Εις πλήρη σύγχυσιν ευρίσκονται τα πράγματα εις την ΕΡΕ, δεδομένου ότι αι απόψεις των στελεχών διίστανται. bbox=[1168, 1236, 1364, 1264]
article-text: ΑΓΡΙΝΙΟΝ, 29.— Ο διοικητής της αστυνομίας Αγρινίου υπέβαλε μήνυσιν κατά στελεχών της ΕΔΗΝ, επειδή ανήρτησαν εις τα γραφεία πινακίδα με το σύνθημα «Ποιος κυβερνά, ο Βασιλεύς ή ο λαός». ΔΡΑΜΑ, 29.— Απεβίωσεν αιφνιδίως ο σύμβουλος του Οργανισμού Εργατικής Κατοικίας. bbox=[1168, 304, 1364, 360]
article-text: ΑΘΗΝΑΙ, 29.— Η Ιερά σύνοδος επαναρχίζει αύριον τας εργασίας της με κυριώτερον θέμα το εκκλησιαστικόν ζήτημα. Θα συζητηθούν επίσης θέματα αφορώντα εις τας μητροπόλεις και τον κλήρον, ως και η σύνταξις νέου καταστατικού χάρτου της εκκλησίας. bbox=[6, 1420, 208, 1475]
article-text: Ο ΑΓΩΝΕΣ ΤΟΥ «ΠΑΟ». ΑΘΗΝΑΙ, 29.— Ο Παναθηναϊκός ενίκησεν με 2—1 εις τον φιλικόν αγώνα. ΕΛΛΑΣ — ΒΕΛΓΙΟΝ 67—57. ΔΑΜΑΣΚΟΣ. ΙΤΑΛΙΑ — ΓΑΛΛΙΑ 53—45. ΔΑΜΑΣΚΟΣ, 29.— Εις το πρωτάθλημα καλαθοσφαιρίσεως η εθνική ομάς της Ελλάδος ενίκησε την αντίστοιχον του Βελγίου με 67—57. Οι αγώνες θα συνεχισθούν αύριον. bbox=[786, 1386, 969, 1459]
subheadline: ΣΤΕΛΕΧΗ ΤΗΣ ΕΔΑ ΕΔΩΡΙΣΑΝ ΛΕΥΚΩΜΑ ΕΙΣ ΤΟΝ κ. ΠΑΣΑΛΙΔΗΝ bbox=[9, 684, 205, 712]
coin-name: Ελβετικόν bbox=[431, 273, 473, 283]
column-lottery bbox=[597, 6, 1158, 1480]
article-text: Συνήλθον εις μεγάλην συγκέντρωσιν οι συνταξιούχοι της Θεσσαλονίκης, διά να διαμαρτυρηθούν διά την καθυστέρησιν των συντάξεων. bbox=[429, 384, 587, 421]
coin-name: Ιταλικόν bbox=[431, 302, 467, 312]
subheadline: ΑΠΕΒΙΩΣΕΝ ΑΙΦΝΙΔΙΩΣ ΣΥΜΒΟΥΛΟΣ ΤΟΥ ΟΡΓΑΝΙΣΜΟΥ ΕΡΓΑΤΙΚΗΣ ΚΑΤΟΙΚΙΑΣ bbox=[1176, 261, 1356, 301]
article-text: ΣΥΝΕΧΕΙΑ ΕΚ ΤΗΣ 5ης ΣΕΛΙΔΟΣ. Η ΑΕΚ πέτυχε θριαμβευτικήν ισοπαλίαν 2—2 προς την περίφημον πρωταθλήτριαν Πορτογαλίας Μπενφίκα, εις τον αγώνα ο οποίος διεξήχθη χθες ενώπιον πλήθους φιλάθλων. Τα τέρματα της ΑΕΚ επέτυχαν οι παίκται της επιθέσεως κατά το δεύτερον ημίχρονον. ΤΟ ΤΟΥΡΝΟΥΑ ΤΗΣ «ΧΑΝΘ». Εις το τουρνουά της ΧΑΝΘ διεξήχθησαν οι αγώνες των ομάδων της πόλεως. bbox=[597, 1386, 779, 1478]
headline: ΔΕΝ ΠΡΟΚΕΙΤΑΙ ΝΑ ΕΠΕΛΘΗ ΑΝΑΤΙΜΗΣΙΣ ΔΙΑ ΤΟΥ ΝΕΟΥ ΤΡΟΠΟΥ ΤΥΠΟΠΟΙΗΣΕΩΣ ΤΟΥ ΕΛΑΙΟΛΑΔΟΥ ΚΑΙ ΤΟΥ ΣΠΟΡΕΛΑΙΟΥ bbox=[20, 617, 406, 678]
lottery-amount-column: 5.000 3.000 3.000 3.000 3.000 3.000 5.000 3.000 5.000 5.000 5.000 3.000 10.000 3.000 5.000 3.000 5.000 5.000 5.000 3.000 5.000 10.000 3.000 3.000 5.000 10.000 5.000 10.000 5.000 3.000 5.000 3.000 5.000 5.000 3.000 3.000 bbox=[1088, 161, 1158, 596]
article-text: Συνεκλήθη σύσκεψις των πολιστών εις την Καστορίαν διά τα τρέχοντα ζητήματα. bbox=[429, 1253, 587, 1280]
article-text: ΑΘΗΝΑΙ, 29.— Εις το υπουργείον Κοινωνικών Υπηρεσιών προωθείται η διαδικασία τροποποιήσεως των οργανισμών των γενικών νοσοκομείων της χώρας. bbox=[1168, 731, 1364, 767]
divider bbox=[597, 1236, 1158, 1241]
lottery-number-column: 110 3964 3039 3588 4271 5383 5503 6016 6831 7181 7312 8634 9545 9637 10643 11180 11210 12687 12716 13022 13549 13911 14322 14669 15468 16045 16429 16840 17002 17584 18607 18663 18810 19426 19920 20369 20588 21161 21952 bbox=[597, 161, 667, 596]
coin-row bbox=[429, 273, 587, 283]
lottery-number-lists bbox=[597, 626, 1158, 1231]
coin-row bbox=[429, 322, 587, 332]
article-text: Συνεκλήθη σύσκεψις των πολιστών εις την Καστορίαν διά τα τρέχοντα ζητήματα. bbox=[429, 1283, 587, 1311]
article-text: ΣΥΝΕΧΕΙΑ ΕΚ ΤΗΣ 1ης ΣΕΛΙΔΟΣ. Οι βουλευταί της ΕΡΕ αντιδρούν εις τα σχέδια του κ. Κανελλοπούλου, ενώ οι κ.κ. Μαρκεζίνης και Πιπινέλης, ως και οι συν αυτοίς, διαφωνούν προς την ακολουθουμένην πολιτικήν. Κατά πληροφορίας η ηγεσία του κόμματος θα συνέλθη εντός των ημερών. bbox=[1374, 862, 1570, 927]
article-text: Ο αεροδρομικός όμιλος της ΧΑΝΘ θα πραγματοποιήση επιδείξεις αεροπλάνων. bbox=[429, 1194, 587, 1212]
article-text: ΣΥΝΕΧΕΙΑ ΕΚ ΤΗΣ 1ης ΣΕΛΙΔΟΣ. Οι βουλευταί της ΕΡΕ αντιδρούν εις τα σχέδια του κ. Κανελλοπούλου, ενώ οι κ.κ. Μαρκεζίνης και Πιπινέλης, ως και οι συν αυτοίς, διαφωνούν προς την ακολουθουμένην πολιτικήν. Κατά πληροφορίας η ηγεσία του κόμματος θα συνέλθη εντός των ημερών. bbox=[1374, 929, 1570, 994]
lottery-amount-column: 3.000 3.000 5.000 5.000 5.000 5.000 5.000 10.000 10.000 5.000 5.000 3.000 3.000 5.000 3.000 100.000 5.000 5.000 10.000 3.000 5.000 5.000 3.000 5.000 3.000 3.000 3.000 5.000 3.000 3.000 5.000 10.000 3.000 10.000 3.000 3.000 3.000 3.000 3.000 bbox=[667, 161, 737, 596]
article-text: ΑΘΗΝΑΙ, 29.— Η Ιερά σύνοδος επαναρχίζει αύριον τας εργασίας της με κυριώτερον θέμα το εκκλησιαστικόν ζήτημα. Θα συζητηθούν επίσης θέματα αφορώντα εις τας μητροπόλεις και τον κλήρον, ως και η σύνταξις νέου καταστατικού χάρτου της εκκλησίας. bbox=[218, 1362, 420, 1418]
subheadline: ΑΜΕΡΙΚΑΝΟΙ ΚΑΤΕΧΟΥΝ ΤΗΝ ΠΡΩΤΗΝ ΘΕΣΙΝ bbox=[1237, 80, 1501, 95]
article-text: ΑΘΗΝΑΙ, 29.— Εκ του υπουργείου Εμπορίου ανακοινούται ότι η εφαρμογή του νέου τρόπου τυποποιήσεως του ελαιολάδου και του σπορελαίου δεν πρόκειται να επιφέρη ουδεμίαν ανατίμησιν. Η τιμή του ελαιολάδου θα παραμείνη εις τα αυτά επίπεδα. Πολυμελής αντιπροσωπεία στελεχών της ΕΔΑ επισκεφθείσα τον πρόεδρον του κόμματος κ. Πασαλίδην, του επέδωσε λεύκωμα. ΣΕΡΡΑΙ, 29.— Εις την κλινικήν ετραυματίσθη θανασίμως λεχώ εντός του λουτρού. bbox=[218, 778, 420, 870]
lottery-column-header: ΑΡΙΘ. bbox=[597, 148, 667, 161]
column-rule bbox=[592, 6, 593, 2310]
headline: ΔΙΑ ΚΑΙ ΑΛΛΑΙ ΠΙΣΤΩΣΕΙΣ ΔΙΑ ΤΗΝ ΟΔΟΠΟΙΪΑΝ ΤΟΥ ΝΟΜΟΥ ΗΜΑΘΙΑΣ bbox=[432, 472, 584, 511]
article-text: Εις πλήρη σύγχυσιν ευρίσκονται τα πράγματα εις την ΕΡΕ, δεδομένου ότι αι απόψεις των στελεχών διίστανται. bbox=[1374, 1064, 1570, 1091]
article-text: ΑΘΗΝΑΙ, 29.— Ο υπουργός του Εμπορίου θα εισηγηθή εις το κυβερνητικόν συμβούλιον την πολιτικήν επί των εσπεριδοειδών, ως και τα μέτρα δια την εξαγωγήν αυτών εις τας αγοράς του εξωτερικού κατά την προσεχή περίοδον. bbox=[6, 1530, 208, 1577]
article-text: Νέας απεργιακάς κινητοποιήσεις επρογραμμάτισαν οι σιδηροδρομικοί του Σιδηροδρόμου Βορείου Ελλάδος, διότι επιτρέπεται η μεταφορά επιβατών από τα ΚΤΕΛ επί των γραμμών που εξυπηρετούνται υπό του σιδηροδρόμου. Η απόφασις ελήφθη κατά την συνέλευσιν των σιδηροδρομικών. Ο ΚΕΡΑΜΟΠΟΥΛΟΣ. ΔΙΚΤΥΩΝ. bbox=[6, 988, 208, 1053]
column-right bbox=[1168, 6, 1570, 1364]
headline: ΑΝΤΙΔΡΟΥΝ ΕΙΣ ΤΑ ΣΧΕΔΙΑ ΚΑΝΕΛΛΟΠΟΥΛΟΥ ΜΑΡΚΕΖΙΝΗ ΠΙΠΙΝΕΛΗΣ ΚΑΙ ΟΙ ΣΥΝ ΑΥΤΟΙΣ bbox=[1199, 824, 1540, 858]
article-text: ΑΘΗΝΑΙ, 29.— Αναμένεται η έκθεσις των εμπειρογνωμόνων δια την άρσιν της κατασχέσεως οινοποιήσεως εις όλας τας αμπελουργικάς περιοχάς της χώρας, ώστε να αποφασισθή η σχετική πολιτική. bbox=[1374, 580, 1570, 626]
article-text: ΚΑΒΑΛΑ, 29.— Ο βουλευτής Καβάλας της Ενώσεως Κέντρου κ. Παυλίδης, απέστειλε τηλεγράφημα προς τον πρωθυπουργόν δια τας διώξεις στελεχών των αγροτικών οργανώσεων, αι οποίαι είναι παρόμοιαι προς εκείνας των εκλογών του 1961. ΠΕΙΡΑΙΕΥΣ, 29.— Το σπογγαλιευτικόν «Άγιος Νικόλαος» κατεβυθίσθη πλησίον της νήσου. ΑΘΗΝΑΙ, 29.— Κατηγγέλθη ότι απέσπασε 70.000 δρχ. με την υπόσχεσιν γάμου. bbox=[218, 1174, 420, 1258]
lottery-column-header: ΑΡΙΘ. bbox=[878, 148, 948, 161]
article-text: Ο αεροδρομικός όμιλος της ΧΑΝΘ θα πραγματοποιήση επιδείξεις αεροπλάνων. bbox=[429, 1172, 587, 1192]
article-text: ΣΥΝΕΧΕΙΑ ΕΚ ΤΗΣ 1ης ΣΕΛΙΔΟΣ. Οι βουλευταί της ΕΡΕ αντιδρούν εις τα σχέδια του κ. Κανελλοπούλου, ενώ οι κ.κ. Μαρκεζίνης και Πιπινέλης, ως και οι συν αυτοίς, διαφωνούν προς την ακολουθουμένην πολιτικήν. Κατά πληροφορίας η ηγεσία του κόμματος θα συνέλθη εντός των ημερών. bbox=[1168, 949, 1364, 1014]
article-text: ΑΘΗΝΑΙ, 29.— Η Ιερά σύνοδος επαναρχίζει αύριον τας εργασίας της με κυριώτερον θέμα το εκκλησιαστικόν ζήτημα. Θα συζητηθούν επίσης θέματα αφορώντα εις τας μητροπόλεις και τον κλήρον, ως και η σύνταξις νέου καταστατικού χάρτου της εκκλησίας. bbox=[218, 1420, 420, 1475]
coin-price: 210,00 bbox=[558, 292, 585, 302]
article-text: ΑΓΡΙΝΙΟΝ, 29.— Ο διοικητής της αστυνομίας Αγρινίου υπέβαλε μήνυσιν κατά στελεχών της ΕΔΗΝ, επειδή ανήρτησαν εις τα γραφεία πινακίδα με το σύνθημα «Ποιος κυβερνά, ο Βασιλεύς ή ο λαός». ΔΡΑΜΑ, 29.— Απεβίωσεν αιφνιδίως ο σύμβουλος του Οργανισμού Εργατικής Κατοικίας. bbox=[1374, 260, 1570, 315]
article-text: Εις το νέον Άργος ο κ. Γαρουφαλιάς ανέπτυξε τας απόψεις του επί των τρεχόντων ζητημάτων και ετόνισε την ανάγκην ενότητος. bbox=[1374, 1179, 1570, 1206]
headline: Ο ΥΠΟΥΡΓΟΣ ΤΟΥ ΕΜΠΟΡΙΟΥ ΘΑ ΕΙΣΗΓΗΘΗ ΤΗΝ ΠΟΛΙΤΙΚΗΝ ΕΠΙ ΤΩΝ ΕΣΠΕΡΙΔΟΕΙΔΩΝ bbox=[33, 1493, 393, 1525]
